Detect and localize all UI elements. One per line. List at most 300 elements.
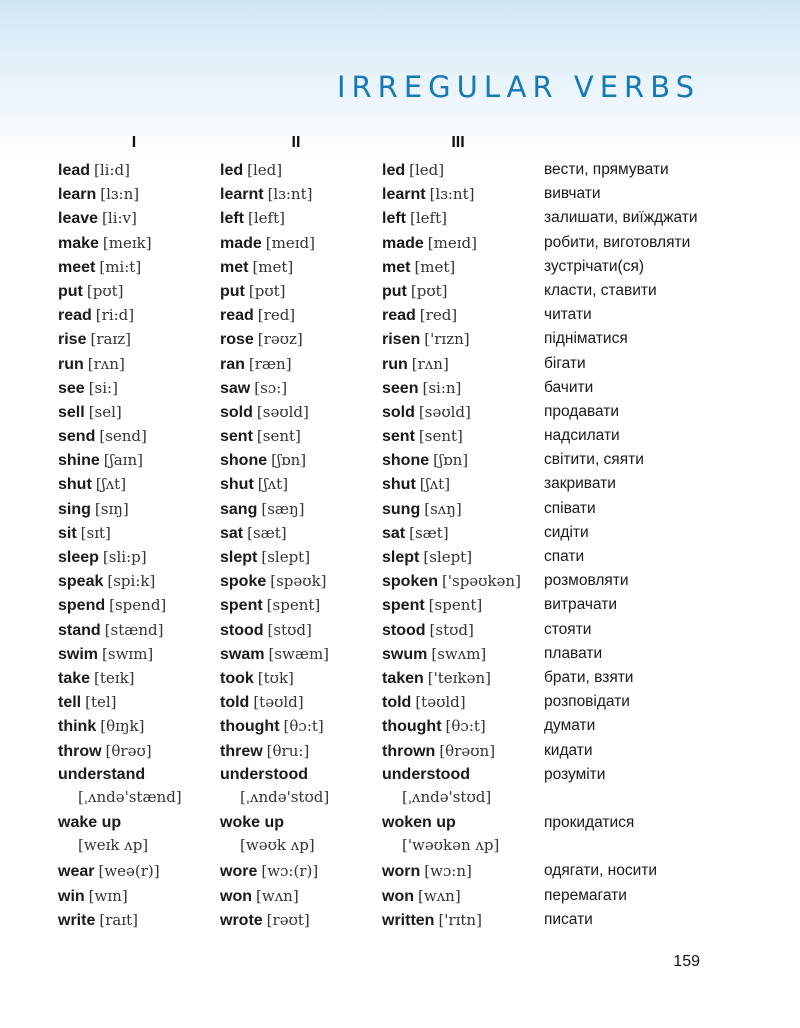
verb-form-1: [58, 208, 137, 229]
transcription: [rʌn]: [411, 354, 449, 373]
verb-form-1: [58, 402, 122, 423]
translation: стояти: [544, 620, 592, 638]
transcription: [meɪd]: [427, 233, 478, 252]
verb-word: thought: [220, 718, 280, 736]
transcription: ['rɪtn]: [438, 910, 482, 929]
transcription: [lɜ:nt]: [267, 185, 313, 204]
verb-form-2: [220, 305, 295, 326]
table-row: [0, 620, 800, 644]
verb-word: spent: [220, 597, 263, 615]
transcription: [ʃɒn]: [271, 451, 307, 470]
transcription: [weə(r)]: [98, 862, 160, 881]
verb-word: put: [58, 282, 83, 300]
verb-form-2: [220, 547, 310, 568]
verb-form-3: [382, 208, 447, 229]
transcription: [spent]: [428, 596, 483, 615]
verb-form-1: [58, 910, 138, 931]
page-title: IRREGULAR VERBS: [336, 70, 700, 104]
verb-table: [0, 160, 800, 934]
verb-word: woke up: [220, 814, 285, 832]
transcription: [weɪk ʌp]: [78, 836, 149, 855]
table-row: [0, 450, 800, 474]
transcription: [met]: [252, 257, 294, 276]
verb-form-3: [382, 692, 466, 713]
verb-word: shone: [382, 452, 430, 470]
verb-word: left: [220, 210, 244, 228]
verb-word: throw: [58, 742, 102, 760]
verb-form-3: [382, 741, 495, 762]
translation: бачити: [544, 378, 594, 396]
transcription: [ʃʌt]: [257, 475, 289, 494]
transcription: [wʌn]: [418, 886, 461, 905]
transcription: [mi:t]: [99, 257, 142, 276]
verb-word: woken up: [382, 814, 456, 832]
verb-word: made: [220, 234, 262, 252]
transcription: ['rɪzn]: [424, 330, 470, 349]
transcription: [təʊld]: [415, 693, 466, 712]
translation: брати, взяти: [544, 668, 634, 686]
verb-form-3: [382, 571, 521, 592]
verb-word: spent: [382, 597, 425, 615]
verb-form-3: [382, 765, 491, 807]
verb-form-2: [220, 571, 327, 592]
verb-form-2: [220, 910, 310, 931]
transcription: [sel]: [88, 402, 122, 421]
verb-word: read: [58, 307, 92, 325]
table-row: [0, 741, 800, 765]
transcription: [spend]: [109, 596, 167, 615]
verb-word: worn: [382, 863, 421, 881]
transcription: [meɪd]: [265, 233, 316, 252]
verb-form-3: [382, 595, 482, 616]
table-row: [0, 716, 800, 740]
transcription: [led]: [247, 161, 283, 179]
verb-word: rose: [220, 331, 254, 349]
verb-form-1: [58, 450, 143, 471]
transcription: [teɪk]: [94, 668, 135, 687]
transcription: [rəʊz]: [257, 330, 303, 349]
verb-word: tell: [58, 694, 82, 712]
transcription: [raɪt]: [99, 910, 138, 929]
verb-form-2: [220, 281, 286, 302]
verb-form-3: [382, 184, 474, 205]
verb-form-1: [58, 305, 134, 326]
verb-word: sent: [382, 428, 415, 446]
verb-form-3: [382, 305, 457, 326]
column-headers: [0, 134, 800, 154]
verb-form-2: [220, 474, 288, 495]
transcription: [li:v]: [102, 209, 137, 228]
transcription: [ʃaɪn]: [103, 451, 143, 470]
verb-word: leave: [58, 210, 99, 228]
verb-form-1: [58, 716, 145, 737]
translation: розуміти: [544, 765, 606, 783]
verb-word: understand: [58, 765, 146, 783]
verb-word: won: [220, 887, 252, 905]
transcription: [ʃʌt]: [419, 475, 451, 494]
verb-form-1: [58, 523, 111, 544]
verb-word: wear: [58, 863, 95, 881]
table-row: [0, 523, 800, 547]
transcription: [swɪm]: [102, 644, 154, 663]
verb-word: sat: [220, 524, 244, 542]
translation: спати: [544, 548, 585, 565]
transcription: [səʊld]: [418, 402, 471, 421]
verb-word: sang: [220, 500, 258, 518]
verb-word: read: [382, 307, 416, 325]
verb-form-3: [382, 910, 482, 931]
verb-form-2: [220, 668, 294, 689]
verb-word: learnt: [220, 186, 264, 204]
transcription: [θɪŋk]: [100, 717, 145, 736]
verb-word: understood: [382, 765, 470, 783]
verb-word: sent: [220, 428, 253, 446]
verb-word: swam: [220, 645, 265, 663]
verb-word: taken: [382, 669, 424, 687]
transcription: [sɔ:]: [254, 378, 288, 397]
transcription: [tʊk]: [257, 668, 294, 687]
verb-form-3: [382, 257, 455, 278]
verb-word: run: [58, 355, 84, 373]
verb-form-3: [382, 886, 461, 907]
transcription: [rəʊt]: [266, 910, 310, 929]
transcription: [swæm]: [268, 644, 330, 663]
verb-word: wake up: [58, 814, 122, 832]
table-row: [0, 765, 800, 813]
transcription: [wɪn]: [88, 886, 128, 905]
verb-form-1: [58, 620, 163, 641]
translation: плавати: [544, 644, 603, 662]
verb-form-3: [382, 499, 462, 520]
verb-form-3: [382, 450, 468, 471]
verb-form-3: [382, 426, 463, 447]
verb-word: sell: [58, 403, 85, 421]
verb-form-2: [220, 329, 303, 350]
verb-form-1: [58, 741, 152, 762]
translation: бігати: [544, 354, 586, 372]
verb-word: thought: [382, 718, 442, 736]
table-row: [0, 329, 800, 353]
verb-form-2: [220, 354, 292, 375]
verb-word: made: [382, 234, 424, 252]
transcription: [led]: [409, 161, 445, 179]
verb-form-1: [58, 378, 118, 399]
translation: кидати: [544, 741, 593, 759]
verb-form-2: [220, 378, 287, 399]
verb-word: win: [58, 887, 85, 905]
transcription: [sæt]: [409, 523, 449, 542]
transcription: [sʌŋ]: [424, 499, 462, 518]
verb-word: sat: [382, 524, 406, 542]
table-row: [0, 886, 800, 910]
table-row: [0, 426, 800, 450]
table-row: [0, 184, 800, 208]
translation: закривати: [544, 475, 616, 493]
transcription: [ri:d]: [95, 306, 135, 325]
verb-form-3: [382, 668, 491, 689]
column-header-2: II: [291, 134, 301, 151]
table-row: [0, 160, 800, 184]
verb-word: spoke: [220, 573, 267, 591]
translation: підніматися: [544, 330, 628, 348]
transcription: [səʊld]: [256, 402, 309, 421]
verb-word: threw: [220, 742, 263, 760]
transcription: [sɪŋ]: [94, 499, 129, 518]
verb-word: sold: [220, 403, 253, 421]
translation: вести, прямувати: [544, 161, 669, 178]
transcription: ['wəʊkən ʌp]: [402, 836, 500, 855]
verb-word: shut: [220, 476, 254, 494]
verb-form-2: [220, 160, 282, 181]
table-row: [0, 378, 800, 402]
transcription: [θru:]: [266, 741, 310, 760]
table-row: [0, 474, 800, 498]
transcription: [left]: [410, 209, 447, 228]
translation: вивчати: [544, 185, 601, 203]
verb-form-2: [220, 886, 299, 907]
translation: перемагати: [544, 886, 627, 904]
transcription: [spi:k]: [107, 572, 156, 591]
verb-form-3: [382, 644, 486, 665]
verb-form-2: [220, 716, 324, 737]
transcription: [θɔ:t]: [445, 717, 486, 736]
verb-word: think: [58, 718, 97, 736]
transcription: [təʊld]: [253, 693, 304, 712]
verb-form-1: [58, 595, 166, 616]
translation: класти, ставити: [544, 281, 657, 299]
translation: співати: [544, 499, 596, 517]
transcription: [θɔ:t]: [283, 717, 324, 736]
table-row: [0, 402, 800, 426]
verb-word: seen: [382, 379, 419, 397]
verb-word: lead: [58, 162, 91, 179]
transcription: [pʊt]: [86, 281, 124, 300]
transcription: [θrəʊ]: [105, 741, 152, 760]
translation: читати: [544, 306, 592, 324]
verb-form-3: [382, 523, 449, 544]
verb-form-2: [220, 595, 320, 616]
verb-form-3: [382, 233, 477, 254]
verb-word: swum: [382, 645, 428, 663]
verb-form-2: [220, 765, 329, 807]
transcription: [si:]: [88, 378, 118, 397]
page-number: 159: [673, 953, 700, 970]
verb-word: met: [220, 258, 249, 276]
verb-word: led: [220, 162, 244, 179]
transcription: [pʊt]: [248, 281, 286, 300]
translation: писати: [544, 910, 593, 928]
translation: витрачати: [544, 596, 618, 614]
verb-word: stood: [220, 621, 264, 639]
verb-form-3: [382, 402, 471, 423]
verb-form-1: [58, 257, 141, 278]
verb-word: speak: [58, 573, 104, 591]
verb-word: spend: [58, 597, 106, 615]
transcription: ['teɪkən]: [427, 668, 491, 687]
transcription: [wɔ:n]: [424, 862, 472, 881]
verb-word: sold: [382, 403, 415, 421]
verb-word: wore: [220, 863, 258, 881]
transcription: [sent]: [256, 427, 301, 446]
verb-word: written: [382, 911, 435, 929]
table-row: [0, 257, 800, 281]
table-row: [0, 692, 800, 716]
verb-form-3: [382, 547, 472, 568]
verb-word: take: [58, 669, 91, 687]
translation: думати: [544, 717, 596, 735]
verb-word: learn: [58, 186, 97, 204]
table-row: [0, 233, 800, 257]
transcription: [lɜ:nt]: [429, 185, 475, 204]
verb-form-3: [382, 716, 486, 737]
transcription: [sli:p]: [102, 548, 147, 566]
table-row: [0, 861, 800, 885]
verb-word: shut: [58, 476, 92, 494]
verb-form-2: [220, 620, 312, 641]
transcription: [ʃɒn]: [433, 451, 469, 470]
verb-form-2: [220, 741, 309, 762]
verb-form-2: [220, 233, 315, 254]
verb-word: ran: [220, 355, 245, 373]
transcription: [sæt]: [247, 523, 287, 542]
column-header-1: I: [131, 134, 137, 151]
verb-form-1: [58, 886, 128, 907]
verb-form-1: [58, 474, 126, 495]
verb-form-2: [220, 208, 285, 229]
table-row: [0, 571, 800, 595]
verb-word: swim: [58, 645, 99, 663]
verb-form-1: [58, 499, 129, 520]
table-row: [0, 595, 800, 619]
table-row: [0, 305, 800, 329]
transcription: [lɜ:n]: [100, 185, 140, 204]
transcription: [met]: [414, 257, 456, 276]
verb-word: put: [382, 282, 407, 300]
verb-form-2: [220, 861, 318, 882]
verb-word: slept: [382, 549, 420, 566]
verb-word: shine: [58, 452, 100, 470]
transcription: [swʌm]: [431, 644, 487, 663]
translation: надсилати: [544, 427, 620, 445]
translation: продавати: [544, 402, 620, 420]
verb-word: sung: [382, 500, 421, 518]
verb-form-1: [58, 160, 130, 181]
verb-form-1: [58, 668, 135, 689]
transcription: [stʊd]: [267, 620, 312, 639]
transcription: [raɪz]: [90, 330, 131, 349]
verb-form-1: [58, 354, 125, 375]
transcription: [red]: [419, 306, 458, 325]
transcription: [wɔ:(r)]: [261, 862, 319, 881]
transcription: [spəʊk]: [270, 572, 327, 591]
transcription: [rʌn]: [87, 354, 125, 373]
verb-form-1: [58, 571, 155, 592]
verb-form-1: [58, 281, 124, 302]
verb-form-2: [220, 450, 306, 471]
translation: розповідати: [544, 693, 630, 711]
verb-word: run: [382, 355, 408, 373]
transcription: [meɪk]: [102, 233, 152, 252]
table-row: [0, 910, 800, 934]
table-row: [0, 644, 800, 668]
table-row: [0, 813, 800, 861]
transcription: [wəʊk ʌp]: [240, 836, 315, 855]
verb-form-2: [220, 644, 329, 665]
translation: сидіти: [544, 523, 589, 541]
verb-form-3: [382, 329, 470, 350]
verb-word: sit: [58, 524, 77, 542]
verb-word: learnt: [382, 186, 426, 204]
verb-word: rise: [58, 331, 87, 349]
verb-form-1: [58, 547, 147, 568]
verb-word: meet: [58, 258, 96, 276]
verb-form-3: [382, 861, 472, 882]
transcription: [ʃʌt]: [95, 475, 127, 494]
verb-form-1: [58, 184, 139, 205]
verb-word: shut: [382, 476, 416, 494]
verb-word: understood: [220, 765, 308, 783]
translation: розмовляти: [544, 572, 629, 590]
verb-word: took: [220, 669, 254, 687]
verb-form-1: [58, 692, 117, 713]
table-row: [0, 354, 800, 378]
transcription: [left]: [248, 209, 285, 228]
verb-form-2: [220, 426, 301, 447]
verb-form-1: [58, 861, 160, 882]
verb-word: shone: [220, 452, 268, 470]
transcription: [tel]: [85, 693, 117, 712]
translation: прокидатися: [544, 814, 635, 832]
table-row: [0, 281, 800, 305]
verb-word: thrown: [382, 742, 436, 760]
transcription: [si:n]: [422, 378, 462, 397]
verb-word: see: [58, 379, 85, 397]
verb-word: won: [382, 887, 414, 905]
verb-form-2: [220, 813, 315, 855]
transcription: [spent]: [266, 596, 321, 615]
verb-form-2: [220, 692, 304, 713]
transcription: [red]: [257, 306, 296, 325]
verb-form-3: [382, 378, 461, 399]
verb-word: wrote: [220, 911, 263, 929]
transcription: [slept]: [423, 548, 473, 566]
transcription: [ˌʌndə'stʊd]: [402, 787, 492, 806]
transcription: [slept]: [261, 548, 311, 566]
transcription: [wʌn]: [256, 886, 299, 905]
verb-form-1: [58, 644, 153, 665]
transcription: ['spəʊkən]: [442, 572, 521, 591]
verb-form-3: [382, 474, 450, 495]
verb-word: left: [382, 210, 406, 228]
verb-word: put: [220, 282, 245, 300]
verb-form-3: [382, 160, 444, 181]
table-row: [0, 208, 800, 232]
verb-form-2: [220, 499, 305, 520]
verb-word: told: [220, 694, 250, 712]
verb-word: sleep: [58, 549, 99, 566]
transcription: [θrəʊn]: [439, 741, 496, 760]
verb-word: met: [382, 258, 411, 276]
verb-form-3: [382, 813, 499, 855]
transcription: [send]: [99, 427, 147, 446]
transcription: [ˌʌndə'stænd]: [78, 787, 182, 806]
verb-form-2: [220, 257, 293, 278]
verb-word: read: [220, 307, 254, 325]
transcription: [ræn]: [248, 354, 292, 373]
table-row: [0, 499, 800, 523]
verb-word: saw: [220, 379, 251, 397]
table-row: [0, 547, 800, 571]
